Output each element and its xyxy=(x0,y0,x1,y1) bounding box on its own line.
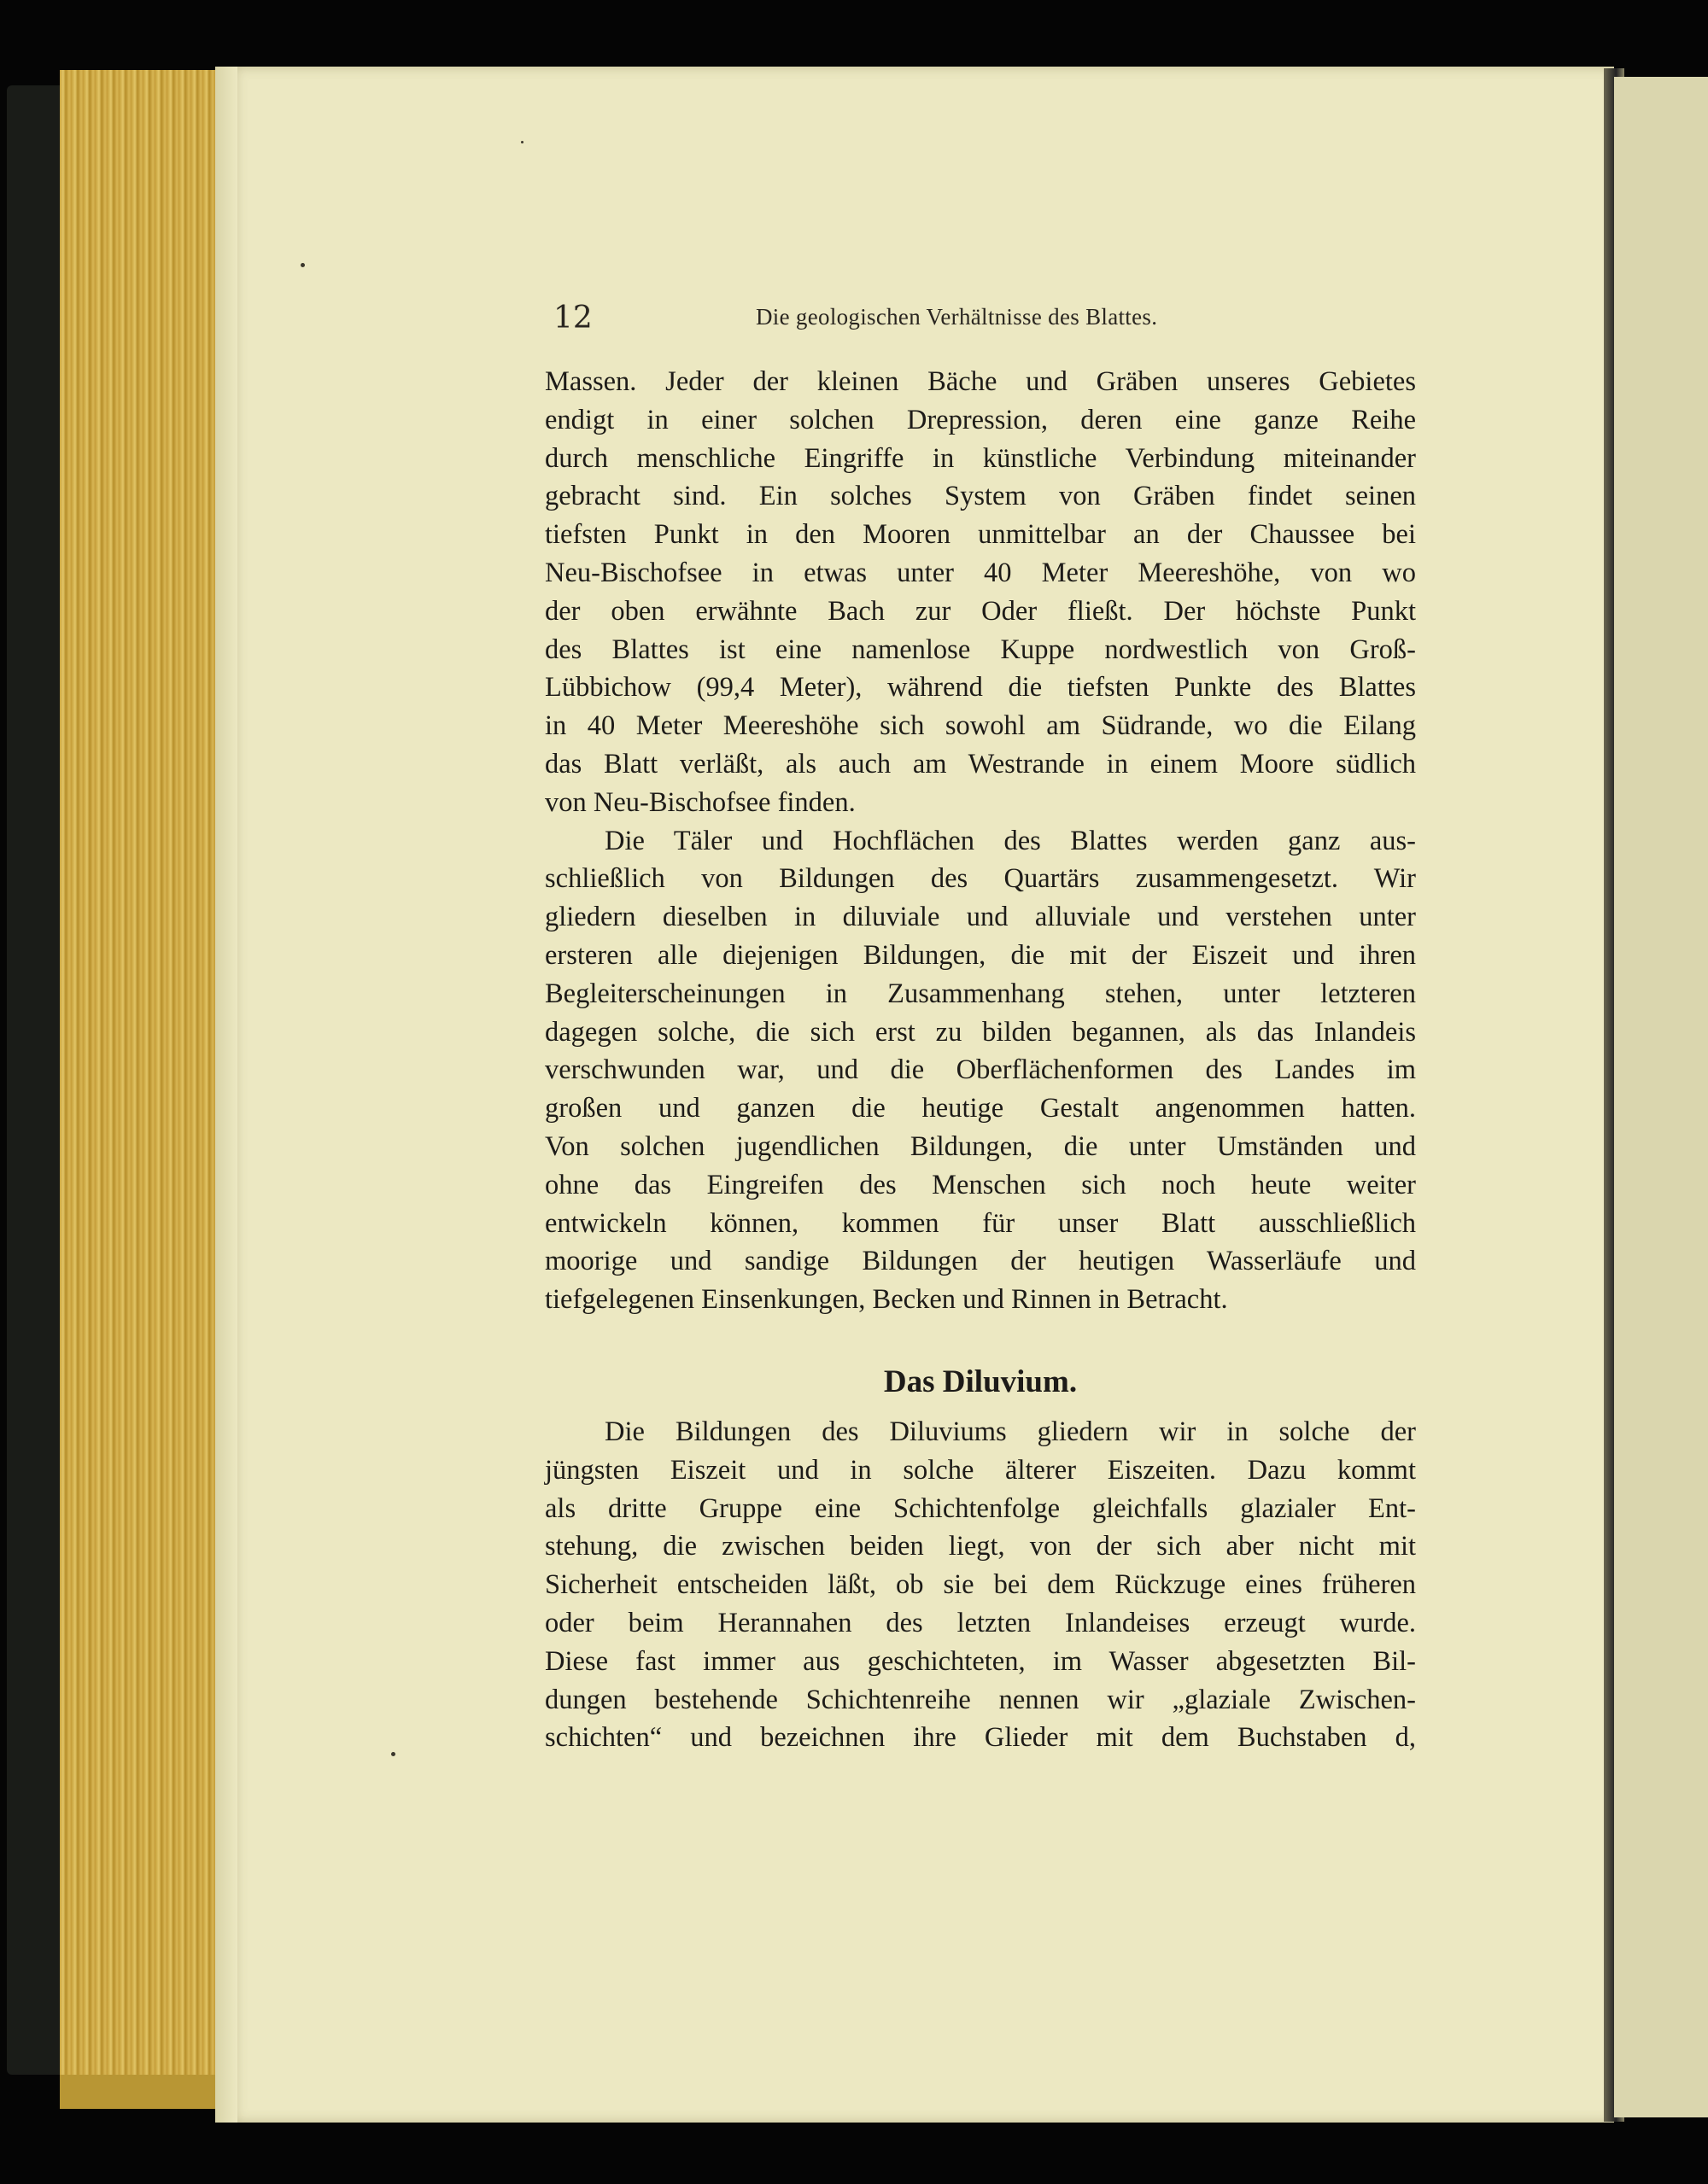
text-line: ersteren alle diejenigen Bildungen, die mit der Eiszeit und ihren xyxy=(545,939,1416,971)
text-line: Die Bildungen des Diluviums gliedern wir in solche der xyxy=(605,1416,1416,1447)
text-line: Diese fast immer aus geschichteten, im Wasser abgesetzten Bil- xyxy=(545,1645,1416,1677)
text-line: endigt in einer solchen Drepression, deren eine ganze Reihe xyxy=(545,404,1416,435)
heading-gap xyxy=(545,1403,1416,1413)
text-line: tiefsten Punkt in den Mooren unmittelbar an der Chaussee bei xyxy=(545,519,1416,551)
text-line: großen und ganzen die heutige Gestalt angenommen hatten. xyxy=(545,1093,1416,1124)
text-line: dagegen solche, die sich erst zu bilden begannen, als das Inlandeis xyxy=(545,1016,1416,1048)
text-line: Neu-Bischofsee in etwas unter 40 Meter Meereshöhe, von wo xyxy=(545,557,1416,588)
text-line: in 40 Meter Meereshöhe sich sowohl am Südrande, wo die Eilang xyxy=(545,710,1416,742)
text-line: jüngsten Eiszeit und in solche älterer Eiszeiten. Dazu kommt xyxy=(545,1454,1416,1486)
paragraph-1 xyxy=(545,363,1416,822)
text-line: Lübbichow (99,4 Meter), während die tiefsten Punkte des Blattes xyxy=(545,672,1416,704)
page-number: 12 xyxy=(553,301,593,336)
text-line: verschwunden war, und die Oberflächenformen des Landes im xyxy=(545,1054,1416,1086)
running-title: Die geologischen Verhältnisse des Blattes. xyxy=(756,304,1158,330)
text-line: Begleiterscheinungen in Zusammenhang stehen, unter letzteren xyxy=(545,978,1416,1009)
paper-speck xyxy=(301,263,305,267)
text-line: schichten“ und bezeichnen ihre Glieder mit dem Buchstaben d, xyxy=(545,1722,1416,1754)
text-line: des Blattes ist eine namenlose Kuppe nordwestlich von Groß- xyxy=(545,634,1416,665)
text-line: durch menschliche Eingriffe in künstliche Verbindung miteinander xyxy=(545,442,1416,474)
text-line: schließlich von Bildungen des Quartärs zusammengesetzt. Wir xyxy=(545,863,1416,895)
text-line: als dritte Gruppe eine Schichtenfolge gleichfalls glazialer Ent- xyxy=(545,1492,1416,1524)
text-line: ohne das Eingreifen des Menschen sich noch heute weiter xyxy=(545,1169,1416,1200)
text-line: Massen. Jeder der kleinen Bäche und Gräben unseres Gebietes xyxy=(545,366,1416,397)
paper-speck xyxy=(391,1752,395,1756)
section-gap xyxy=(545,1319,1416,1362)
text-line: entwickeln können, kommen für unser Blatt ausschließlich xyxy=(545,1207,1416,1239)
text-line: moorige und sandige Bildungen der heutigen Wasserläufe und xyxy=(545,1246,1416,1277)
text-line: oder beim Herannahen des letzten Inlandeises erzeugt wurde. xyxy=(545,1607,1416,1638)
book-cover-left xyxy=(7,85,60,2075)
page-edges xyxy=(60,70,239,2102)
section-heading: Das Diluvium. xyxy=(883,1364,1078,1399)
text-line: von Neu-Bischofsee finden. xyxy=(545,786,856,818)
text-line: Sicherheit entscheiden läßt, ob sie bei dem Rückzuge eines früheren xyxy=(545,1569,1416,1601)
body-text xyxy=(545,363,1416,1757)
text-line: gebracht sind. Ein solches System von Gräben findet seinen xyxy=(545,481,1416,512)
paper-speck xyxy=(521,141,524,143)
text-line: Die Täler und Hochflächen des Blattes werden ganz aus- xyxy=(605,825,1416,856)
text-line: stehung, die zwischen beiden liegt, von der sich aber nicht mit xyxy=(545,1531,1416,1562)
text-line: gliedern dieselben in diluviale und alluviale und verstehen unter xyxy=(545,902,1416,933)
paragraph-2 xyxy=(545,822,1416,1319)
paragraph-3 xyxy=(545,1413,1416,1757)
page-gutter-shadow xyxy=(215,67,237,2123)
text-line: dungen bestehende Schichtenreihe nennen wir „glaziale Zwischen- xyxy=(545,1684,1416,1715)
running-head xyxy=(553,301,1424,340)
text-line: der oben erwähnte Bach zur Oder fließt. Der höchste Punkt xyxy=(545,595,1416,627)
text-line: Von solchen jugendlichen Bildungen, die unter Umständen und xyxy=(545,1130,1416,1162)
text-line: das Blatt verläßt, als auch am Westrande in einem Moore südlich xyxy=(545,748,1416,780)
text-line: tiefgelegenen Einsenkungen, Becken und Rinnen in Betracht. xyxy=(545,1284,1228,1316)
facing-page-edge xyxy=(1614,77,1708,2117)
